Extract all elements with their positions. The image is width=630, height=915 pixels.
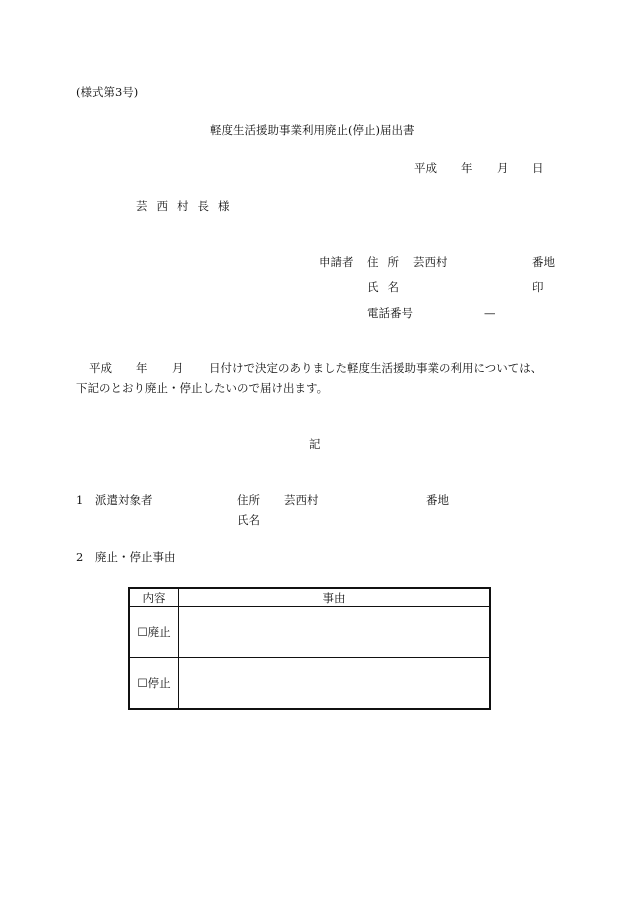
applicant-address-label: 住所 bbox=[367, 255, 408, 269]
form-number: (様式第3号) bbox=[76, 85, 139, 99]
date-era: 平成 bbox=[414, 161, 437, 175]
item1-name-label: 氏名 bbox=[237, 513, 260, 527]
body-month: 月 bbox=[172, 361, 184, 375]
item2-label: 廃止・停止事由 bbox=[95, 550, 176, 564]
item1-address-suffix: 番地 bbox=[426, 493, 449, 507]
row-label-suspend[interactable]: ☐停止 bbox=[129, 658, 179, 710]
item1-address-label: 住所 bbox=[237, 493, 260, 507]
table-row bbox=[129, 607, 490, 658]
date-year: 年 bbox=[461, 161, 473, 175]
body-era: 平成 bbox=[89, 361, 112, 375]
table-header-row bbox=[129, 588, 490, 607]
applicant-address-suffix: 番地 bbox=[532, 255, 555, 269]
item1-number: 1 bbox=[76, 493, 84, 507]
applicant-seal: 印 bbox=[532, 280, 544, 294]
date-day: 日 bbox=[532, 161, 544, 175]
reason-table bbox=[128, 587, 491, 710]
header-reason: 事由 bbox=[179, 588, 491, 607]
row-reason-abolish[interactable] bbox=[179, 607, 491, 658]
addressee: 芸西村長様 bbox=[136, 199, 239, 213]
table-row bbox=[129, 658, 490, 710]
item2-number: 2 bbox=[76, 550, 84, 564]
applicant-phone-label: 電話番号 bbox=[367, 306, 413, 320]
body-year: 年 bbox=[136, 361, 148, 375]
applicant-name-label: 氏名 bbox=[367, 280, 408, 294]
applicant-label: 申請者 bbox=[319, 255, 354, 269]
date-month: 月 bbox=[497, 161, 509, 175]
ki-heading: 記 bbox=[309, 437, 321, 451]
item1-label: 派遣対象者 bbox=[95, 493, 153, 507]
document-title: 軽度生活援助事業利用廃止(停止)届出書 bbox=[210, 123, 415, 137]
header-content: 内容 bbox=[129, 588, 179, 607]
row-reason-suspend[interactable] bbox=[179, 658, 491, 710]
applicant-address-value: 芸西村 bbox=[413, 255, 448, 269]
row-label-abolish[interactable]: ☐廃止 bbox=[129, 607, 179, 658]
body-line1-rest: 日付けで決定のありました軽度生活援助事業の利用については、 bbox=[209, 361, 543, 375]
item1-address-value: 芸西村 bbox=[284, 493, 319, 507]
body-line2: 下記のとおり廃止・停止したいので届け出ます。 bbox=[76, 381, 329, 395]
applicant-phone-dash: — bbox=[484, 306, 496, 320]
